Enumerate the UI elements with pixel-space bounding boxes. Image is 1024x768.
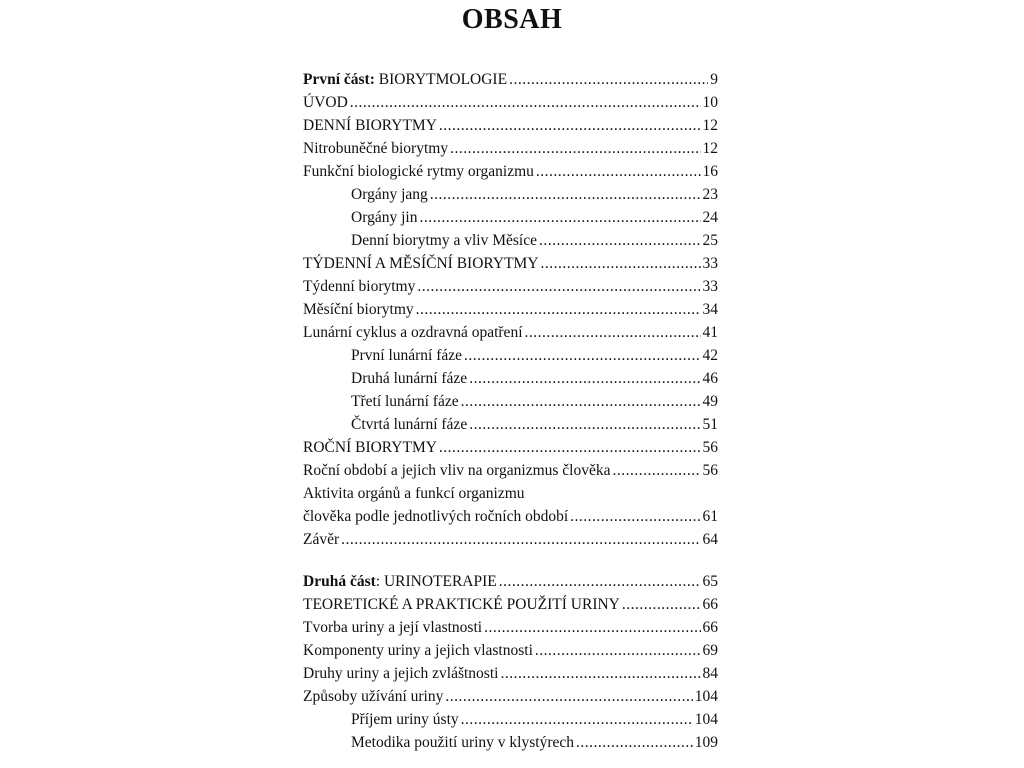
toc-part-heading xyxy=(303,570,718,593)
dot-leader xyxy=(570,505,700,528)
entry-title: Roční období a jejich vliv na organizmus člověka xyxy=(303,462,611,479)
toc-subentry xyxy=(303,390,718,413)
entry-title: Funkční biologické rytmy organizmu xyxy=(303,163,534,180)
page-number: 25 xyxy=(702,232,718,249)
part-name: : URINOTERAPIE xyxy=(375,573,497,590)
page-number: 46 xyxy=(702,370,718,387)
toc-part-1 xyxy=(303,68,718,551)
dot-leader xyxy=(464,344,700,367)
dot-leader xyxy=(541,252,701,275)
page-number: 9 xyxy=(710,71,718,88)
dot-leader xyxy=(350,91,701,114)
entry-title: Týdenní biorytmy xyxy=(303,278,416,295)
entry-title: ROČNÍ BIORYTMY xyxy=(303,439,437,456)
dot-leader xyxy=(509,68,708,91)
entry-title: Tvorba uriny a její vlastnosti xyxy=(303,619,483,636)
entry-title: Měsíční biorytmy xyxy=(303,301,414,318)
dot-leader xyxy=(450,137,700,160)
page-number: 24 xyxy=(702,209,718,226)
entry-title: Orgány jin xyxy=(351,209,418,226)
toc-entry xyxy=(303,528,718,551)
dot-leader xyxy=(419,206,700,229)
toc-subentry xyxy=(303,344,718,367)
page-number: 16 xyxy=(702,163,718,180)
toc-subentry xyxy=(303,229,718,252)
page-number: 56 xyxy=(702,439,718,456)
dot-leader xyxy=(430,183,701,206)
entry-title: Lunární cyklus a ozdravná opatření xyxy=(303,324,523,341)
dot-leader xyxy=(484,616,700,639)
page-number: 66 xyxy=(702,619,718,636)
page-number: 84 xyxy=(702,665,718,682)
toc-subentry xyxy=(303,413,718,436)
toc-subentry xyxy=(303,731,718,754)
dot-leader xyxy=(469,367,700,390)
page-number: 33 xyxy=(702,255,718,272)
dot-leader xyxy=(576,731,693,754)
toc-entry xyxy=(303,160,718,183)
toc-entry xyxy=(303,482,718,505)
page-number: 49 xyxy=(702,393,718,410)
entry-title: Metodika použití uriny v klystýrech xyxy=(351,734,574,751)
page-number: 12 xyxy=(702,117,718,134)
page-number: 34 xyxy=(702,301,718,318)
entry-title: Denní biorytmy a vliv Měsíce xyxy=(351,232,537,249)
dot-leader xyxy=(613,459,701,482)
toc-part-2 xyxy=(303,570,718,754)
dot-leader xyxy=(499,570,701,593)
page-number: 109 xyxy=(694,734,718,751)
page-number: 66 xyxy=(702,596,718,613)
page-number: 42 xyxy=(702,347,718,364)
page-title: OBSAH xyxy=(461,4,563,35)
entry-title: člověka podle jednotlivých ročních období xyxy=(303,508,569,525)
dot-leader xyxy=(536,160,701,183)
toc-entry xyxy=(303,436,718,459)
page-number: 69 xyxy=(702,642,718,659)
toc-entry xyxy=(303,91,718,114)
entry-title: Třetí lunární fáze xyxy=(351,393,459,410)
entry-title: Druhá lunární fáze xyxy=(351,370,468,387)
entry-title: Druhy uriny a jejich zvláštnosti xyxy=(303,665,499,682)
entry-title: Závěr xyxy=(303,531,340,548)
toc-entry xyxy=(303,662,718,685)
toc-entry xyxy=(303,616,718,639)
part-prefix: První část: xyxy=(303,71,375,88)
toc-entry xyxy=(303,275,718,298)
page-number: 41 xyxy=(702,324,718,341)
page-number: 51 xyxy=(702,416,718,433)
toc-entry xyxy=(303,593,718,616)
toc-entry xyxy=(303,298,718,321)
dot-leader xyxy=(622,593,701,616)
toc-subentry xyxy=(303,183,718,206)
page-number: 104 xyxy=(694,711,718,728)
toc-subentry xyxy=(303,367,718,390)
dot-leader xyxy=(461,390,701,413)
page-number: 64 xyxy=(702,531,718,548)
page-number: 33 xyxy=(702,278,718,295)
dot-leader xyxy=(341,528,700,551)
toc-part-heading xyxy=(303,68,718,91)
dot-leader xyxy=(439,114,701,137)
toc-entry xyxy=(303,505,718,528)
toc-subentry xyxy=(303,708,718,731)
page-number: 56 xyxy=(702,462,718,479)
dot-leader xyxy=(461,708,693,731)
entry-title: Aktivita orgánů a funkcí organizmu xyxy=(303,485,525,502)
toc-entry xyxy=(303,114,718,137)
entry-title: TÝDENNÍ A MĚSÍČNÍ BIORYTMY xyxy=(303,255,539,272)
toc-entry xyxy=(303,321,718,344)
part-prefix: Druhá část xyxy=(303,573,376,590)
page-number: 10 xyxy=(702,94,718,111)
page-number: 23 xyxy=(702,186,718,203)
dot-leader xyxy=(417,275,700,298)
entry-title: Orgány jang xyxy=(351,186,428,203)
entry-title: DENNÍ BIORYTMY xyxy=(303,117,437,134)
entry-title: TEORETICKÉ A PRAKTICKÉ POUŽITÍ URINY xyxy=(303,596,620,613)
page-number: 65 xyxy=(702,573,718,590)
entry-title: První lunární fáze xyxy=(351,347,463,364)
entry-title: Čtvrtá lunární fáze xyxy=(351,416,468,433)
page-number: 12 xyxy=(702,140,718,157)
entry-title: Způsoby užívání uriny xyxy=(303,688,444,705)
dot-leader xyxy=(445,685,692,708)
toc-entry xyxy=(303,459,718,482)
toc-entry xyxy=(303,137,718,160)
page-number: 61 xyxy=(702,508,718,525)
toc-subentry xyxy=(303,206,718,229)
dot-leader xyxy=(525,321,701,344)
entry-title: Nitrobuněčné biorytmy xyxy=(303,140,449,157)
entry-title: Příjem uriny ústy xyxy=(351,711,459,728)
dot-leader xyxy=(539,229,701,252)
toc-entry xyxy=(303,685,718,708)
entry-title: ÚVOD xyxy=(303,94,348,111)
page-number: 104 xyxy=(694,688,718,705)
dot-leader xyxy=(469,413,700,436)
toc-entry xyxy=(303,639,718,662)
dot-leader xyxy=(416,298,701,321)
toc-entry xyxy=(303,252,718,275)
dot-leader xyxy=(535,639,701,662)
part-name: BIORYTMOLOGIE xyxy=(374,71,508,88)
dot-leader xyxy=(500,662,700,685)
dot-leader xyxy=(439,436,701,459)
entry-title: Komponenty uriny a jejich vlastnosti xyxy=(303,642,533,659)
